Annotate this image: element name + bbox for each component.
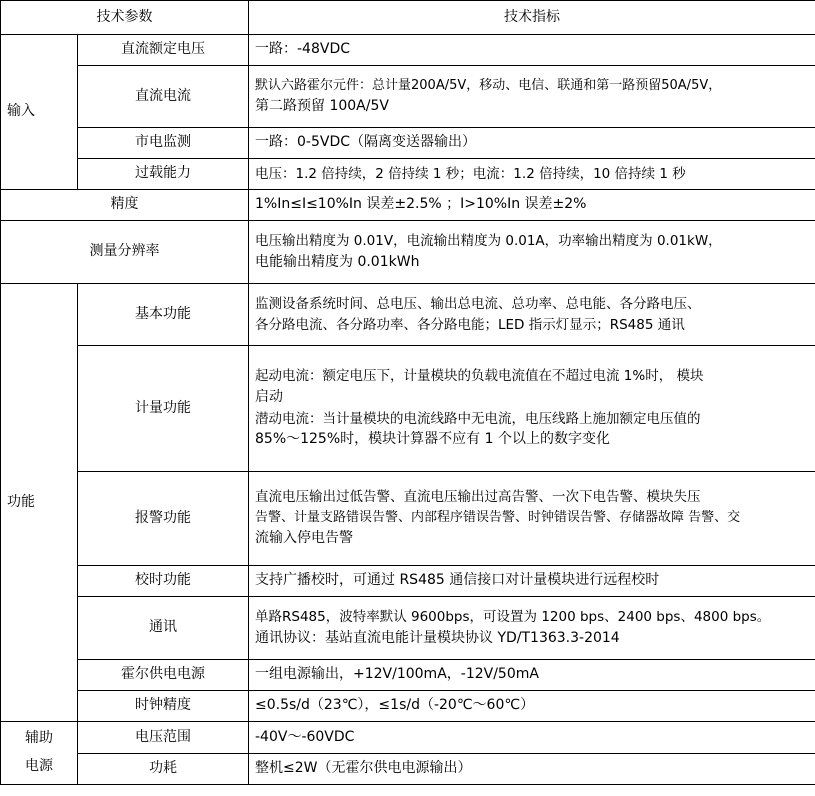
row-hall xyxy=(1,660,815,691)
row-metering xyxy=(1,346,815,472)
value-line: ≤0.5s/d（23℃），≤1s/d（-20℃～60℃） xyxy=(255,697,535,714)
value-line: 各分路电流、各分路功率、各分路电能；LED 指示灯显示；RS485 通讯 xyxy=(255,316,685,333)
value-line: 流输入停电告警 xyxy=(255,530,353,547)
value-line: -40V～-60VDC xyxy=(255,728,355,745)
label-overload: 过载能力 xyxy=(78,159,249,190)
row-mains xyxy=(1,128,815,159)
value-line: 监测设备系统时间、总电压、输出总电流、总功率、总电能、各分路电压、 xyxy=(255,295,701,312)
group-aux-line: 电源 xyxy=(25,758,53,774)
label-clock: 时钟精度 xyxy=(78,691,249,722)
value-vrange xyxy=(249,722,815,754)
value-clock xyxy=(249,691,815,722)
label-power: 功耗 xyxy=(78,754,249,785)
label-metering: 计量功能 xyxy=(78,346,249,472)
row-clock xyxy=(1,691,815,722)
indicator-header: 技术指标 xyxy=(249,1,815,35)
value-line: 85%～125%时，模块计算器不应有 1 个以上的数字变化 xyxy=(255,431,610,448)
label-mains: 市电监测 xyxy=(78,128,249,159)
value-comm xyxy=(249,597,815,660)
value-line: 支持广播校时，可通过 RS485 通信接口对计量模块进行远程校时 xyxy=(255,572,660,589)
value-line: 直流电压输出过低告警、直流电压输出过高告警、一次下电告警、模块失压 xyxy=(255,489,701,506)
value-power xyxy=(249,754,815,785)
row-precision xyxy=(1,190,815,221)
header-row xyxy=(1,1,815,35)
group-aux-line: 辅助 xyxy=(25,730,53,747)
value-alarm xyxy=(249,472,815,566)
value-line: 整机≤2W（无霍尔供电电源输出） xyxy=(255,760,472,777)
value-timing xyxy=(249,566,815,597)
value-dc-current xyxy=(249,66,815,128)
row-power xyxy=(1,754,815,785)
value-line: 电压：1.2 倍持续，2 倍持续 1 秒；电流：1.2 倍持续，10 倍持续 1 秒 xyxy=(255,165,686,182)
value-basic xyxy=(249,284,815,346)
value-line: 单路RS485，波特率默认 9600bps，可设置为 1200 bps、2400 bps、4800 bps。 xyxy=(255,608,771,625)
value-line: 通讯协议：基站直流电能计量模块协议 YD/T1363.3-2014 xyxy=(255,629,620,646)
value-line: 一路：0-5VDC（隔离变送器输出） xyxy=(255,134,476,151)
value-line: 起动电流：额定电压下，计量模块的负载电流值在不超过电流 1%时， 模块 xyxy=(255,367,704,384)
row-overload xyxy=(1,159,815,190)
row-resolution xyxy=(1,221,815,284)
value-precision xyxy=(249,190,815,221)
value-line: 一组电源输出，+12V/100mA，-12V/50mA xyxy=(255,666,539,683)
row-comm xyxy=(1,597,815,660)
label-precision: 精度 xyxy=(1,190,249,221)
value-line: 第二路预留 100A/5V xyxy=(255,97,389,114)
value-overload xyxy=(249,159,815,190)
value-hall xyxy=(249,660,815,691)
value-line: 1%In≤I≤10%In 误差±2.5% ；I>10%In 误差±2% xyxy=(255,196,587,213)
label-basic: 基本功能 xyxy=(78,284,249,346)
label-vrange: 电压范围 xyxy=(78,722,249,754)
label-dc-voltage: 直流额定电压 xyxy=(78,35,249,66)
value-metering xyxy=(249,346,815,472)
group-input: 输入 xyxy=(1,35,78,190)
row-dc-voltage xyxy=(1,35,815,66)
param-header: 技术参数 xyxy=(1,1,249,35)
label-dc-current: 直流电流 xyxy=(78,66,249,128)
label-timing: 校时功能 xyxy=(78,566,249,597)
row-vrange xyxy=(1,722,815,754)
value-line: 告警、计量支路错误告警、内部程序错误告警、时钟错误告警、存储器故障 告警、交 xyxy=(255,510,741,526)
value-dc-voltage xyxy=(249,35,815,66)
value-resolution xyxy=(249,221,815,284)
value-line: 电压输出精度为 0.01V，电流输出精度为 0.01A，功率输出精度为 0.01kW， xyxy=(255,232,722,249)
row-dc-current xyxy=(1,66,815,128)
value-mains xyxy=(249,128,815,159)
value-line: 默认六路霍尔元件：总计量200A/5V，移动、电信、联通和第一路预留50A/5V， xyxy=(255,77,722,93)
label-resolution: 测量分辨率 xyxy=(1,221,249,284)
value-line: 电能输出精度为 0.01kWh xyxy=(255,253,420,270)
group-func: 功能 xyxy=(1,284,78,722)
row-alarm xyxy=(1,472,815,566)
label-alarm: 报警功能 xyxy=(78,472,249,566)
value-line: 启动 xyxy=(255,388,283,405)
row-timing xyxy=(1,566,815,597)
value-line: 一路：-48VDC xyxy=(255,41,350,58)
label-hall: 霍尔供电电源 xyxy=(78,660,249,691)
row-basic xyxy=(1,284,815,346)
group-aux xyxy=(1,722,78,785)
label-comm: 通讯 xyxy=(78,597,249,660)
value-line: 潜动电流：当计量模块的电流线路中无电流，电压线路上施加额定电压值的 xyxy=(255,410,701,427)
